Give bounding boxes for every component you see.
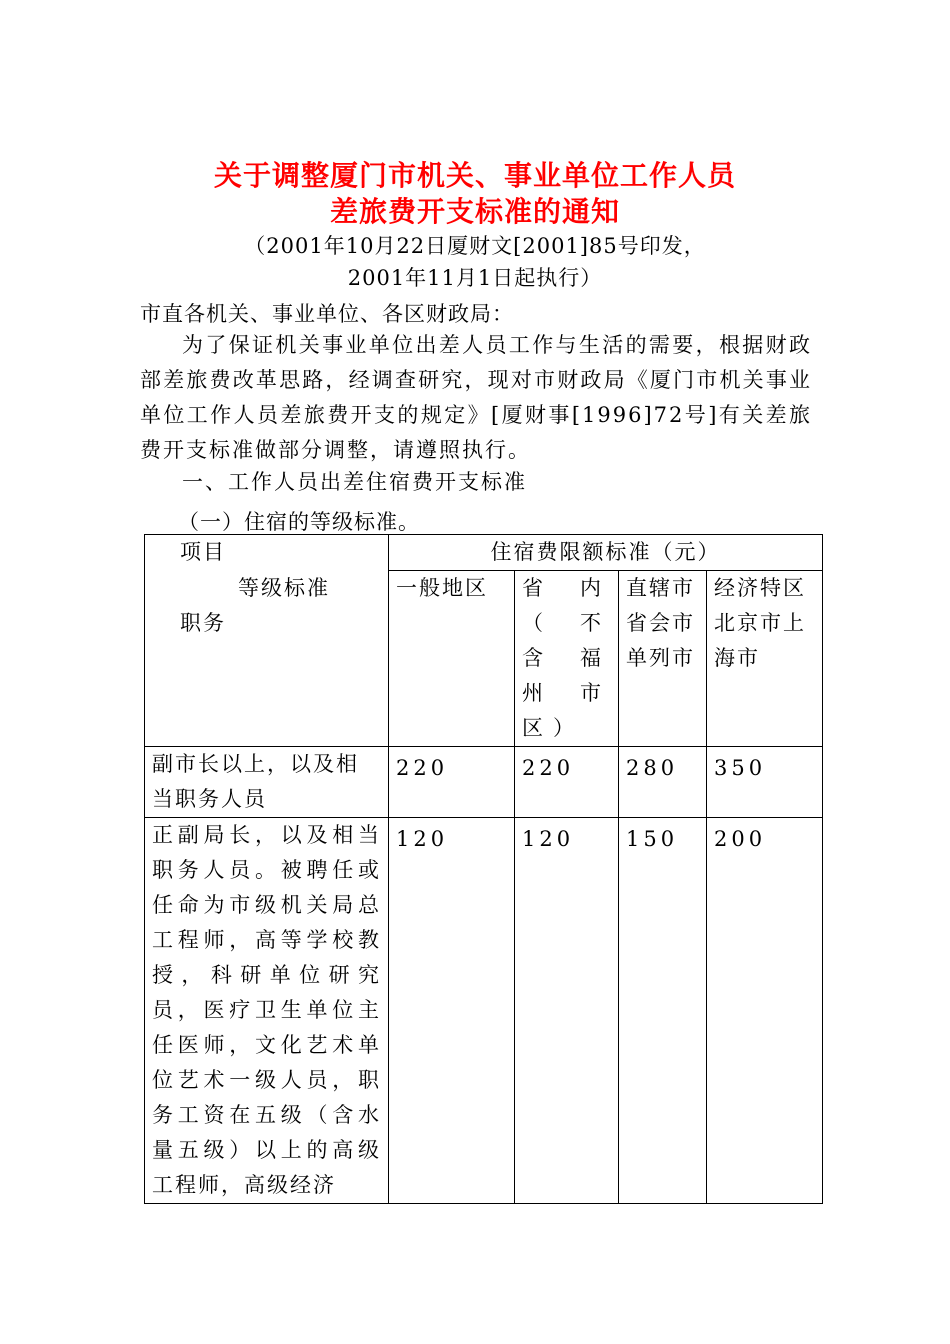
row-value-in-province: 120 <box>515 818 619 1204</box>
row-value-general-area: 220 <box>389 747 515 818</box>
addressee: 市直各机关、事业单位、各区财政局： <box>140 302 514 326</box>
corner-item-label: 项目 <box>180 540 226 564</box>
body-paragraph: 为了保证机关事业单位出差人员工作与生活的需要，根据财政部差旅费改革思路，经调查研究，现对市财政局《厦门市机关事业单位工作人员差旅费开支的规定》[厦财事[1996]72号]有关差旅费开支标准做部分调整，请遵照执行。 <box>140 333 812 462</box>
lodging-limit-group-header: 住宿费限额标准（元） <box>389 535 823 571</box>
table-row <box>145 818 823 1204</box>
row-value-special-zone: 350 <box>707 747 823 818</box>
issuance-note-line-1: （2001年10月22日厦财文[2001]85号印发， <box>244 234 706 258</box>
lodging-standard-table <box>144 534 823 1204</box>
column-header-special-zone: 经济特区北京市上海市 <box>707 571 823 747</box>
row-value-municipality: 150 <box>619 818 707 1204</box>
corner-grade-label: 等级标准 <box>238 576 330 600</box>
section-heading: 一、工作人员出差住宿费开支标准 <box>182 470 527 494</box>
row-position: 副市长以上，以及相当职务人员 <box>145 747 389 818</box>
row-value-special-zone: 200 <box>707 818 823 1204</box>
column-header-in-province: 省内（不含福州市区） <box>515 571 619 747</box>
table-corner-header <box>145 535 389 747</box>
issuance-note-line-2: 2001年11月1日起执行） <box>347 266 603 290</box>
row-position: 正副局长，以及相当职务人员。被聘任或任命为市级机关局总工程师，高等学校教授，科研单位研究员，医疗卫生单位主任医师，文化艺术单位艺术一级人员，职务工资在五级（含水量五级）以上的高级工程师，高级经济 <box>145 818 389 1204</box>
column-header-municipality: 直辖市省会市单列市 <box>619 571 707 747</box>
row-value-general-area: 120 <box>389 818 515 1204</box>
table-row <box>145 747 823 818</box>
document-title-line-1: 关于调整厦门市机关、事业单位工作人员 <box>213 159 736 192</box>
document-title-line-2: 差旅费开支标准的通知 <box>329 195 620 228</box>
row-value-municipality: 280 <box>619 747 707 818</box>
row-value-in-province: 220 <box>515 747 619 818</box>
column-header-general-area: 一般地区 <box>389 571 515 747</box>
subsection-heading: （一）住宿的等级标准。 <box>178 510 420 534</box>
corner-position-label: 职务 <box>180 611 226 635</box>
